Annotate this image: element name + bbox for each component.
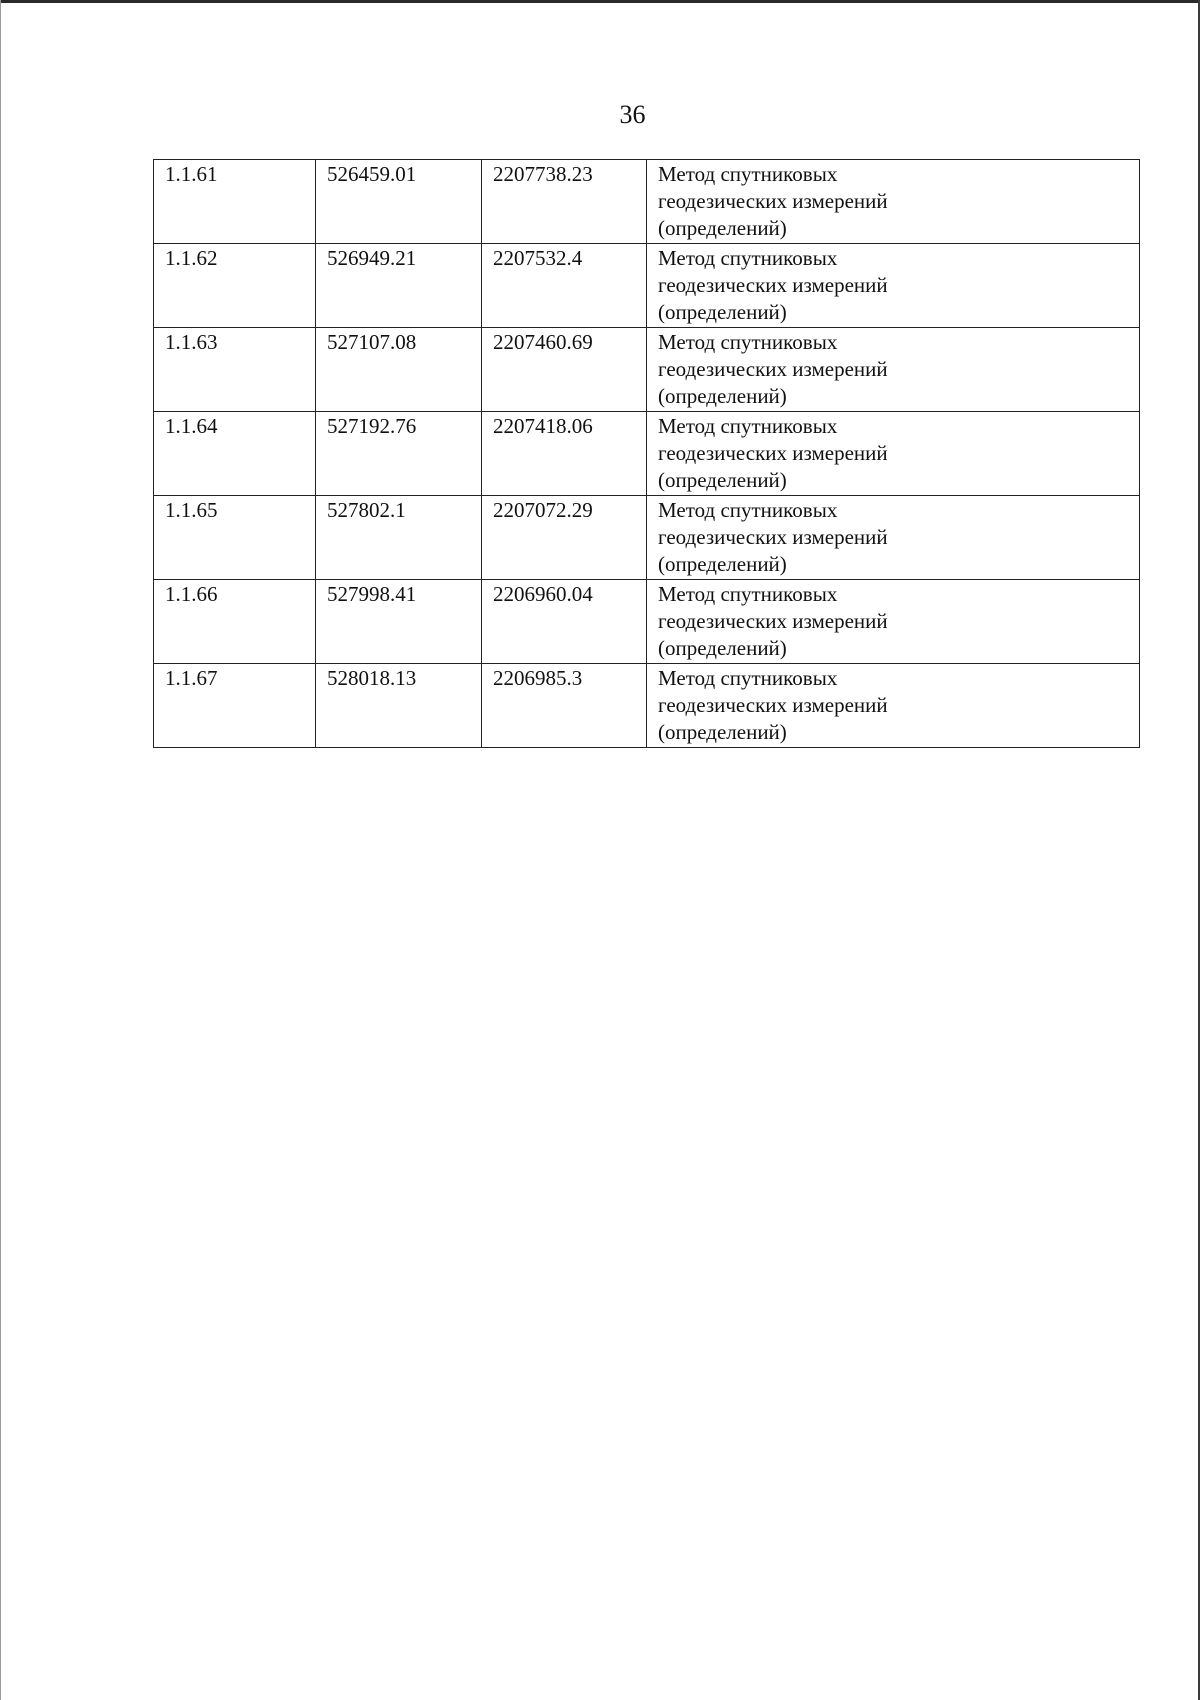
method-cell <box>647 664 1140 748</box>
point-id-cell: 1.1.62 <box>154 244 316 328</box>
method-line: (определений) <box>658 720 787 744</box>
method-line: (определений) <box>658 468 787 492</box>
table-row <box>154 160 1140 244</box>
x-coordinate-cell: 527192.76 <box>316 412 482 496</box>
point-id-cell: 1.1.61 <box>154 160 316 244</box>
method-cell <box>647 412 1140 496</box>
method-line: Метод спутниковых <box>658 162 838 186</box>
coordinates-table <box>153 159 1140 748</box>
method-line: геодезических измерений <box>658 189 888 213</box>
method-line: геодезических измерений <box>658 441 888 465</box>
x-coordinate-cell: 527107.08 <box>316 328 482 412</box>
table-row <box>154 412 1140 496</box>
x-coordinate-cell: 526459.01 <box>316 160 482 244</box>
point-id-cell: 1.1.64 <box>154 412 316 496</box>
method-line: геодезических измерений <box>658 273 888 297</box>
method-line: геодезических измерений <box>658 693 888 717</box>
x-coordinate-cell: 527802.1 <box>316 496 482 580</box>
method-cell <box>647 496 1140 580</box>
x-coordinate-cell: 528018.13 <box>316 664 482 748</box>
y-coordinate-cell: 2206985.3 <box>482 664 647 748</box>
scan-edge-left <box>0 0 1 1700</box>
scan-edge-top <box>0 0 1200 3</box>
method-cell <box>647 160 1140 244</box>
method-cell <box>647 580 1140 664</box>
method-line: геодезических измерений <box>658 357 888 381</box>
method-line: Метод спутниковых <box>658 330 838 354</box>
method-line: Метод спутниковых <box>658 246 838 270</box>
table-row <box>154 580 1140 664</box>
method-line: Метод спутниковых <box>658 582 838 606</box>
x-coordinate-cell: 526949.21 <box>316 244 482 328</box>
page-number: 36 <box>619 100 646 129</box>
point-id-cell: 1.1.67 <box>154 664 316 748</box>
method-line: (определений) <box>658 384 787 408</box>
y-coordinate-cell: 2207072.29 <box>482 496 647 580</box>
method-line: геодезических измерений <box>658 609 888 633</box>
y-coordinate-cell: 2207738.23 <box>482 160 647 244</box>
table-row <box>154 496 1140 580</box>
y-coordinate-cell: 2207532.4 <box>482 244 647 328</box>
method-line: Метод спутниковых <box>658 666 838 690</box>
point-id-cell: 1.1.66 <box>154 580 316 664</box>
method-line: (определений) <box>658 552 787 576</box>
y-coordinate-cell: 2207418.06 <box>482 412 647 496</box>
method-line: (определений) <box>658 216 787 240</box>
table-row <box>154 244 1140 328</box>
method-cell <box>647 328 1140 412</box>
method-cell <box>647 244 1140 328</box>
method-line: геодезических измерений <box>658 525 888 549</box>
table-row <box>154 664 1140 748</box>
point-id-cell: 1.1.63 <box>154 328 316 412</box>
method-line: Метод спутниковых <box>658 498 838 522</box>
y-coordinate-cell: 2207460.69 <box>482 328 647 412</box>
method-line: (определений) <box>658 636 787 660</box>
y-coordinate-cell: 2206960.04 <box>482 580 647 664</box>
method-line: (определений) <box>658 300 787 324</box>
x-coordinate-cell: 527998.41 <box>316 580 482 664</box>
point-id-cell: 1.1.65 <box>154 496 316 580</box>
table-row <box>154 328 1140 412</box>
method-line: Метод спутниковых <box>658 414 838 438</box>
